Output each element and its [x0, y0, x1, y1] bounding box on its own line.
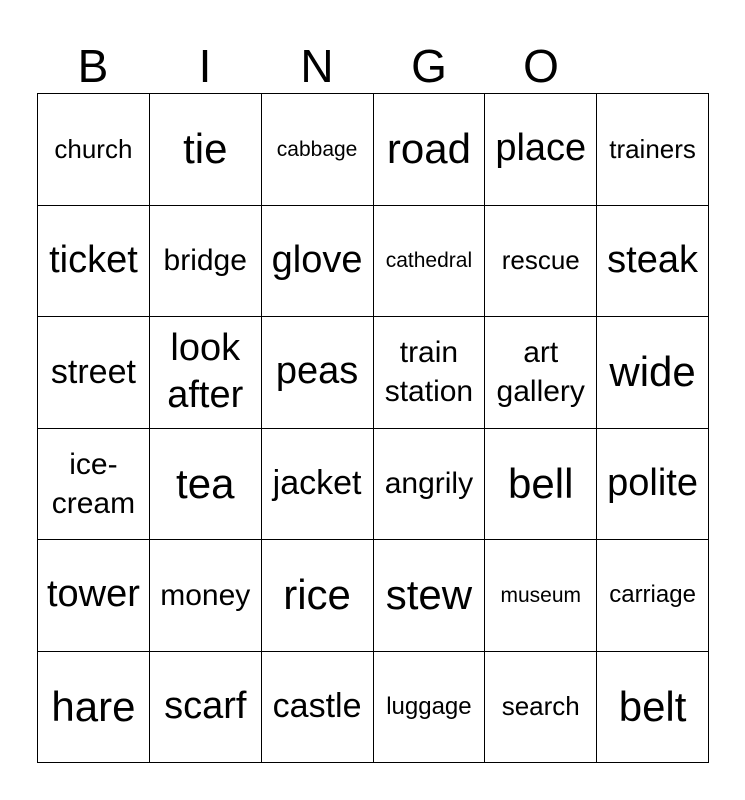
bingo-cell[interactable]: polite — [597, 429, 709, 541]
bingo-cell[interactable]: church — [38, 94, 150, 206]
bingo-cell[interactable]: bridge — [150, 206, 262, 318]
bingo-cell[interactable]: tie — [150, 94, 262, 206]
bingo-cell[interactable]: peas — [262, 317, 374, 429]
bingo-cell[interactable]: glove — [262, 206, 374, 318]
bingo-cell[interactable]: train station — [374, 317, 486, 429]
bingo-cell[interactable]: stew — [374, 540, 486, 652]
bingo-cell[interactable]: belt — [597, 652, 709, 764]
bingo-cell[interactable]: rescue — [485, 206, 597, 318]
bingo-cell[interactable]: scarf — [150, 652, 262, 764]
bingo-cell[interactable]: art gallery — [485, 317, 597, 429]
bingo-cell[interactable]: jacket — [262, 429, 374, 541]
bingo-cell[interactable]: museum — [485, 540, 597, 652]
bingo-cell[interactable]: castle — [262, 652, 374, 764]
bingo-cell[interactable]: ice-cream — [38, 429, 150, 541]
bingo-cell[interactable]: trainers — [597, 94, 709, 206]
bingo-cell[interactable]: tower — [38, 540, 150, 652]
bingo-cell[interactable]: place — [485, 94, 597, 206]
bingo-cell[interactable]: look after — [150, 317, 262, 429]
header-letter-i: I — [198, 40, 212, 92]
header-letter-o: O — [523, 40, 559, 92]
bingo-cell[interactable]: cabbage — [262, 94, 374, 206]
bingo-cell[interactable]: steak — [597, 206, 709, 318]
bingo-cell[interactable]: carriage — [597, 540, 709, 652]
header-letter-g: G — [411, 40, 447, 92]
bingo-cell[interactable]: street — [38, 317, 150, 429]
bingo-cell[interactable]: angrily — [374, 429, 486, 541]
bingo-cell[interactable]: ticket — [38, 206, 150, 318]
bingo-cell[interactable]: cathedral — [374, 206, 486, 318]
bingo-cell[interactable]: search — [485, 652, 597, 764]
bingo-cell[interactable]: hare — [38, 652, 150, 764]
bingo-cell[interactable]: luggage — [374, 652, 486, 764]
bingo-board — [37, 93, 709, 763]
bingo-header — [37, 38, 709, 94]
bingo-cell[interactable]: wide — [597, 317, 709, 429]
bingo-cell[interactable]: tea — [150, 429, 262, 541]
bingo-cell[interactable]: bell — [485, 429, 597, 541]
bingo-cell[interactable]: rice — [262, 540, 374, 652]
bingo-cell[interactable]: money — [150, 540, 262, 652]
header-letter-n: N — [300, 40, 334, 92]
header-letter-b: B — [77, 40, 109, 92]
bingo-cell[interactable]: road — [374, 94, 486, 206]
